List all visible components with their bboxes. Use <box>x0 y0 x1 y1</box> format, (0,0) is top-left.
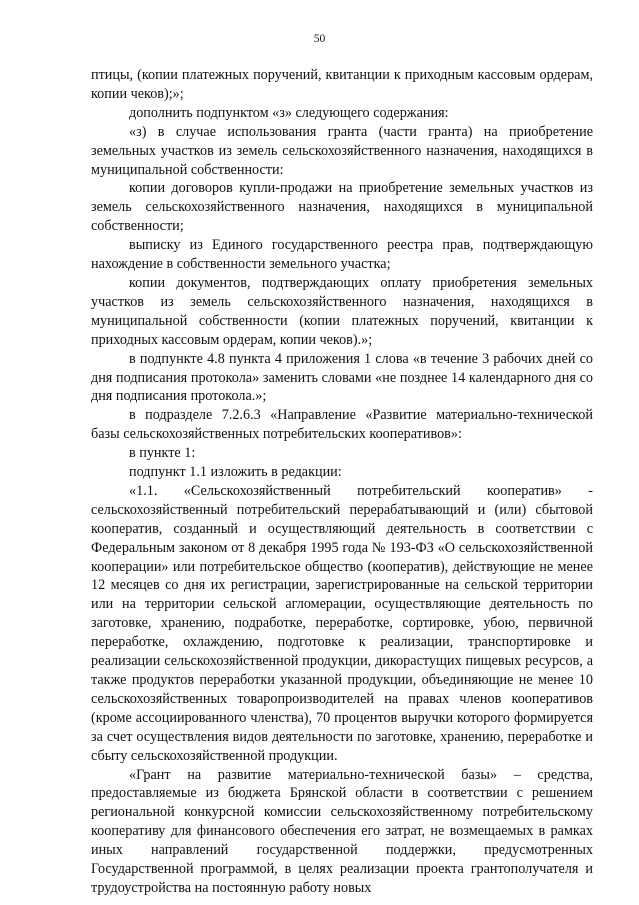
paragraph-8: в подразделе 7.2.6.3 «Направление «Развитие материально-технической базы сельскохозяйственных потребительских кооперативов»: <box>91 407 593 443</box>
paragraph-6: копии документов, подтверждающих оплату приобретения земельных участков из земель сельскохозяйственного назначения, находящихся в муниципальной собственности (копии платежных поручений, квитанции к приходных кассовым ордерам, копии чеков).»; <box>91 274 593 348</box>
paragraph-7: в подпункте 4.8 пункта 4 приложения 1 слова «в течение 3 рабочих дней со дня подписания протокола» заменить словами «не позднее 14 календарного дня со дня подписания протокола.»; <box>91 350 593 405</box>
paragraph-5: выписку из Единого государственного реестра прав, подтверждающую нахождение в собственности земельного участка; <box>91 237 593 273</box>
document-body <box>91 66 593 898</box>
paragraph-2: дополнить подпунктом «з» следующего содержания: <box>129 104 449 121</box>
paragraph-3: «з) в случае использования гранта (части гранта) на приобретение земельных участков из земель сельскохозяйственного назначения, находящихся в муниципальной собственности: <box>91 123 593 178</box>
paragraph-12: «Грант на развитие материально-технической базы» – средства, предоставляемые из бюджета Брянской области в соответствии с решением региональной конкурсной комиссии сельскохозяйственному потребительскому кооперативу для финансового обеспечения его затрат, не возмещаемых в рамках иных направлений государственной поддержки, предусмотренных Государственной программой, в целях реализации проекта грантополучателя и трудоустройства на постоянную работу новых <box>91 766 593 896</box>
paragraph-10: подпункт 1.1 изложить в редакции: <box>129 464 342 481</box>
page-number: 50 <box>313 33 326 45</box>
paragraph-9: в пункте 1: <box>129 445 196 462</box>
paragraph-1: птицы, (копии платежных поручений, квитанции к приходным кассовым ордерам, копии чеков);»; <box>91 67 593 102</box>
paragraph-11: «1.1. «Сельскохозяйственный потребительский кооператив» - сельскохозяйственный потребительский перерабатывающий и (или) сбытовой кооператив, созданный и осуществляющий деятельность в соответствии с Федеральным законом от 8 декабря 1995 года № 193-ФЗ «О сельскохозяйственной кооперации» или потребительское общество (кооператив), действующие не менее 12 месяцев со дня их регистрации, зарегистрированные на сельской территории или на территории сельской агломерации, осуществляющие деятельность по заготовке, хранению, подработке, переработке, сортировке, убою, первичной переработке, охлаждению, подготовке к реализации, транспортировке и реализации сельскохозяйственной продукции, дикорастущих пищевых ресурсов, а также продуктов переработки указанной продукции, объединяющие не менее 10 сельскохозяйственных товаропроизводителей на правах членов кооперативов (кроме ассоциированного членства), 70 процентов выручки которого формируется за счет осуществления видов деятельности по заготовке, хранению, переработке и сбыту сельскохозяйственной продукции. <box>91 482 593 764</box>
paragraph-4: копии договоров купли-продажи на приобретение земельных участков из земель сельскохозяйственного назначения, находящихся в муниципальной собственности; <box>91 180 593 235</box>
